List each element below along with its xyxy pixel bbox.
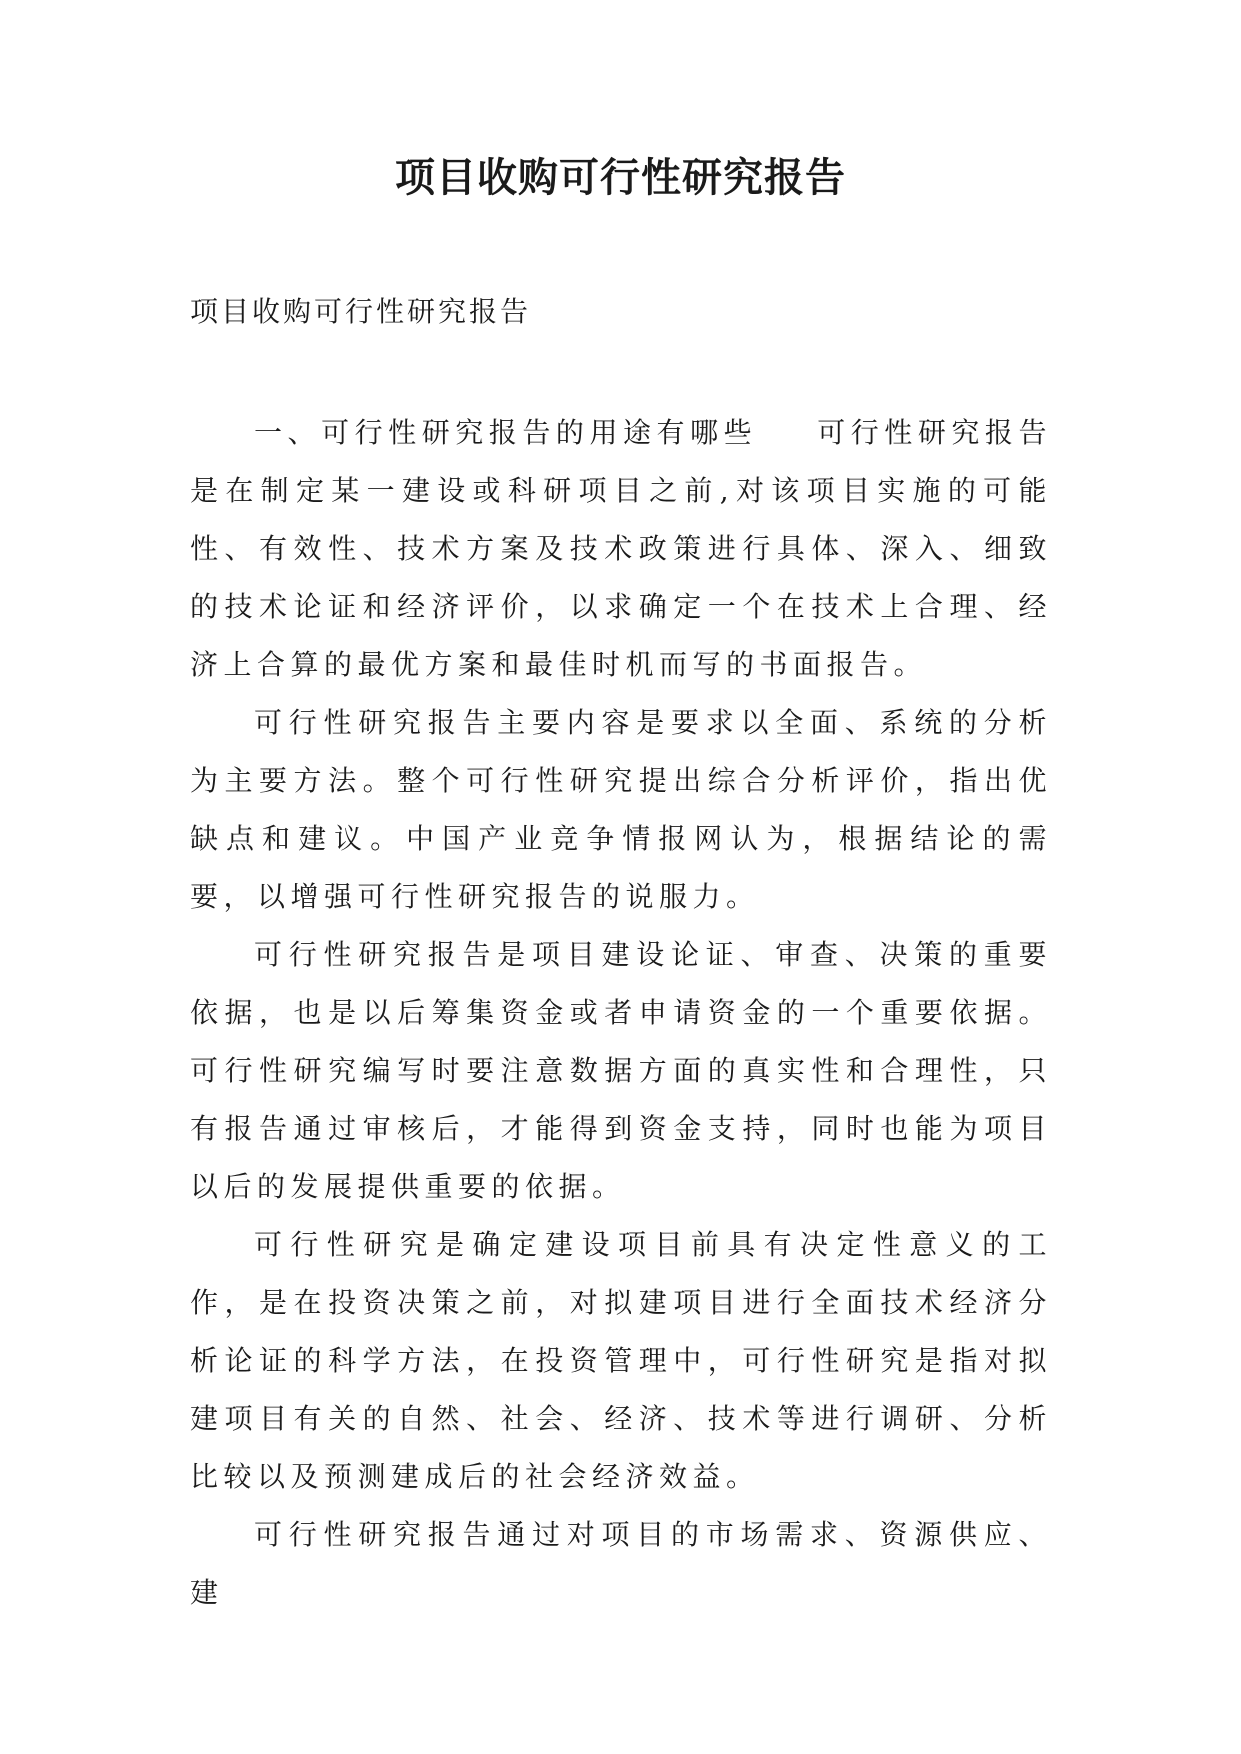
paragraph-3: 可行性研究报告是项目建设论证、审查、决策的重要依据，也是以后筹集资金或者申请资金的一个重要依据。可行性研究编写时要注意数据方面的真实性和合理性，只有报告通过审核后，才能得到资金支持，同时也能为项目以后的发展提供重要的依据。: [190, 938, 1052, 1203]
paragraph-1: [190, 404, 1052, 694]
paragraph-1-text: 可行性研究报告是在制定某一建设或科研项目之前,对该项目实施的可能性、有效性、技术方案及技术政策进行具体、深入、细致的技术论证和经济评价，以求确定一个在技术上合理、经济上合算的最优方案和最佳时机而写的书面报告。: [190, 416, 1052, 681]
document-title: 项目收购可行性研究报告: [395, 155, 846, 201]
paragraph-2: 可行性研究报告主要内容是要求以全面、系统的分析为主要方法。整个可行性研究提出综合分析评价，指出优缺点和建议。中国产业竞争情报网认为，根据结论的需要，以增强可行性研究报告的说服力。: [190, 706, 1052, 913]
document-body: [190, 404, 1052, 1622]
paragraph-5: 可行性研究报告通过对项目的市场需求、资源供应、建: [190, 1518, 1052, 1609]
document-subtitle: 项目收购可行性研究报告: [190, 295, 532, 328]
section-heading: 一、可行性研究报告的用途有哪些: [254, 416, 758, 449]
paragraph-4: 可行性研究是确定建设项目前具有决定性意义的工作，是在投资决策之前，对拟建项目进行全面技术经济分析论证的科学方法，在投资管理中，可行性研究是指对拟建项目有关的自然、社会、经济、技术等进行调研、分析比较以及预测建成后的社会经济效益。: [190, 1228, 1052, 1493]
